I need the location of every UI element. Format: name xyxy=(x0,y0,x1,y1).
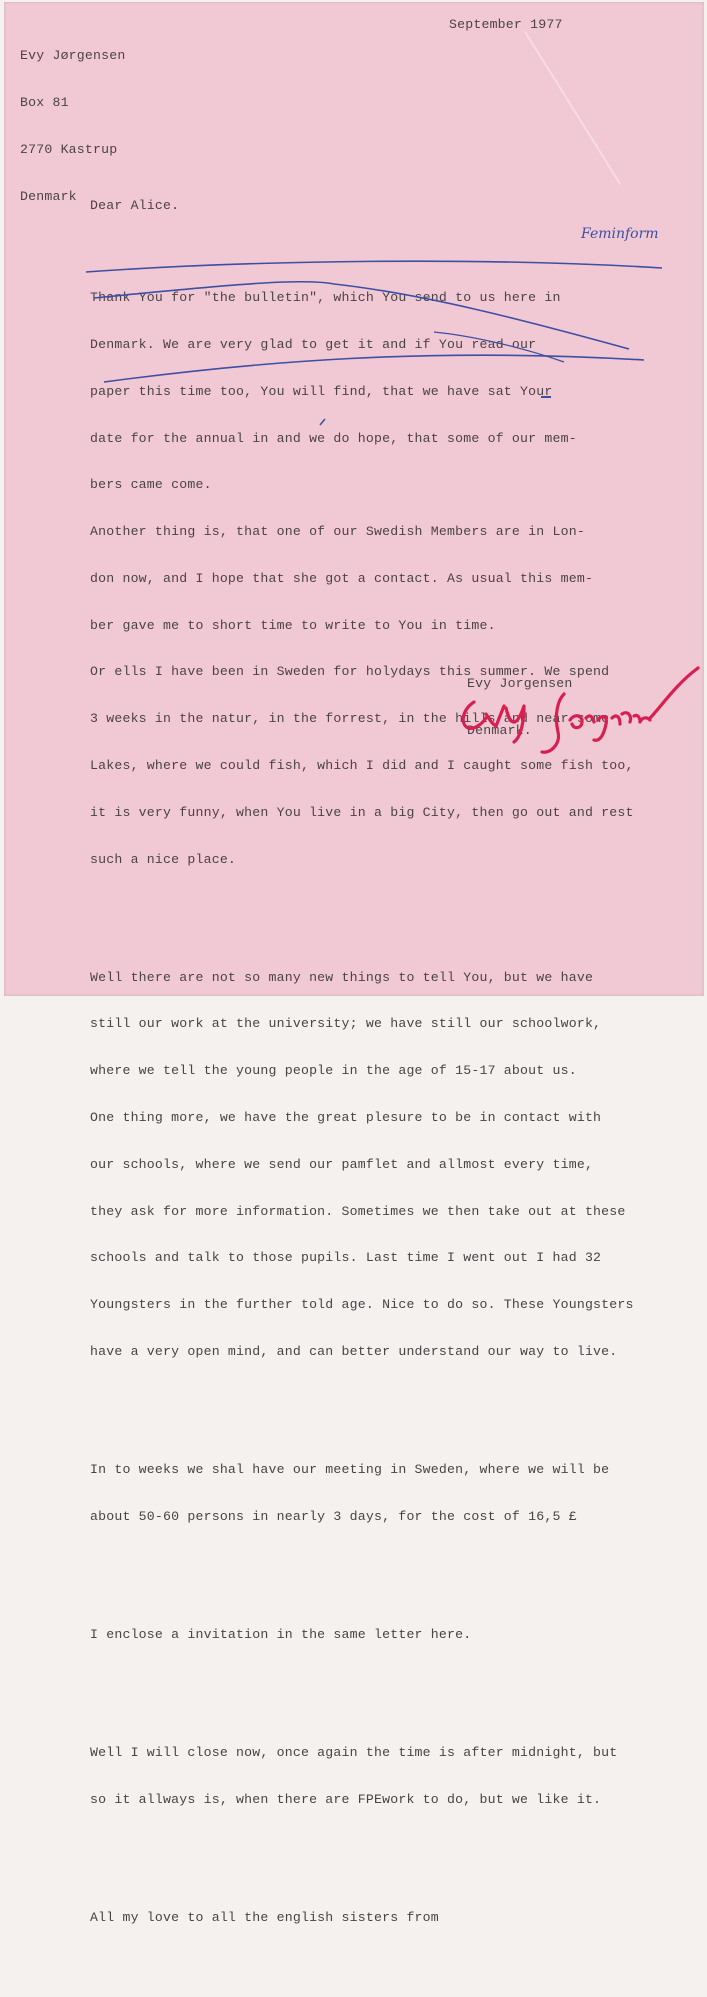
text-line: date for the annual in and we do hope, that some of our mem- xyxy=(90,430,577,446)
text-line: still our work at the university; we have still our schoolwork, xyxy=(90,1016,602,1032)
sender-box: Box 81 xyxy=(20,94,69,110)
text-line: Youngsters in the further told age. Nice to do so. These Youngsters xyxy=(90,1297,634,1313)
letter-date: September 1977 xyxy=(449,17,563,32)
sender-name: Evy Jørgensen xyxy=(20,48,126,64)
text-line: Or ells I have been in Sweden for holydays this summer. We spend xyxy=(90,664,610,680)
sender-city: 2770 Kastrup xyxy=(20,141,118,157)
text-line: 3 weeks in the natur, in the forrest, in the hills and near some xyxy=(90,711,610,727)
paper-fold xyxy=(524,31,621,185)
paragraph-1 xyxy=(90,259,634,898)
paragraph-3 xyxy=(90,1431,634,1556)
text-line: they ask for more information. Sometimes we then take out at these xyxy=(90,1203,626,1219)
text-line: Thank You for "the bulletin", which You send to us here in xyxy=(90,290,561,306)
closing-country: Denmark. xyxy=(467,722,532,738)
text-line: I enclose a invitation in the same letter here. xyxy=(90,1627,472,1643)
text-line: Denmark. We are very glad to get it and if You read our xyxy=(90,336,537,352)
text-line: Another thing is, that one of our Swedish Members are in Lon- xyxy=(90,524,585,540)
text-line: such a nice place. xyxy=(90,851,237,867)
paragraph-4 xyxy=(90,1596,634,1674)
text-line: In to weeks we shal have our meeting in Sweden, where we will be xyxy=(90,1462,610,1478)
closing-name: Evy Jorgensen xyxy=(467,676,573,692)
text-line: Well there are not so many new things to tell You, but we have xyxy=(90,969,594,985)
paragraph-6 xyxy=(90,1879,634,1957)
text-line: paper this time too, You will find, that we have sat Your xyxy=(90,383,553,399)
text-line: have a very open mind, and can better understand our way to live. xyxy=(90,1343,618,1359)
text-line: Lakes, where we could fish, which I did and I caught some fish too, xyxy=(90,757,634,773)
letter-body xyxy=(90,167,634,1997)
text-line: One thing more, we have the great plesure to be in contact with xyxy=(90,1110,602,1126)
sender-country: Denmark xyxy=(20,188,77,204)
text-line: ber gave me to short time to write to You in time. xyxy=(90,617,496,633)
text-line: bers came come. xyxy=(90,477,212,493)
closing-block xyxy=(467,645,572,770)
text-line: Well I will close now, once again the time is after midnight, but xyxy=(90,1745,618,1761)
text-line: don now, and I hope that she got a contact. As usual this mem- xyxy=(90,570,594,586)
handwritten-note: Feminform xyxy=(581,226,659,242)
text-line: where we tell the young people in the age of 15-17 about us. xyxy=(90,1063,577,1079)
salutation: Dear Alice. xyxy=(90,198,180,214)
text-line: schools and talk to those pupils. Last time I went out I had 32 xyxy=(90,1250,602,1266)
text-line: so it allways is, when there are FPEwork to do, but we like it. xyxy=(90,1791,602,1807)
paragraph-2 xyxy=(90,939,634,1391)
text-line: All my love to all the english sisters from xyxy=(90,1910,439,1926)
text-line: about 50-60 persons in nearly 3 days, for the cost of 16,5 £ xyxy=(90,1508,577,1524)
text-line: our schools, where we send our pamflet and allmost every time, xyxy=(90,1156,594,1172)
letter-page xyxy=(4,2,704,1926)
paragraph-5 xyxy=(90,1714,634,1839)
text-line: it is very funny, when You live in a big City, then go out and rest xyxy=(90,804,634,820)
